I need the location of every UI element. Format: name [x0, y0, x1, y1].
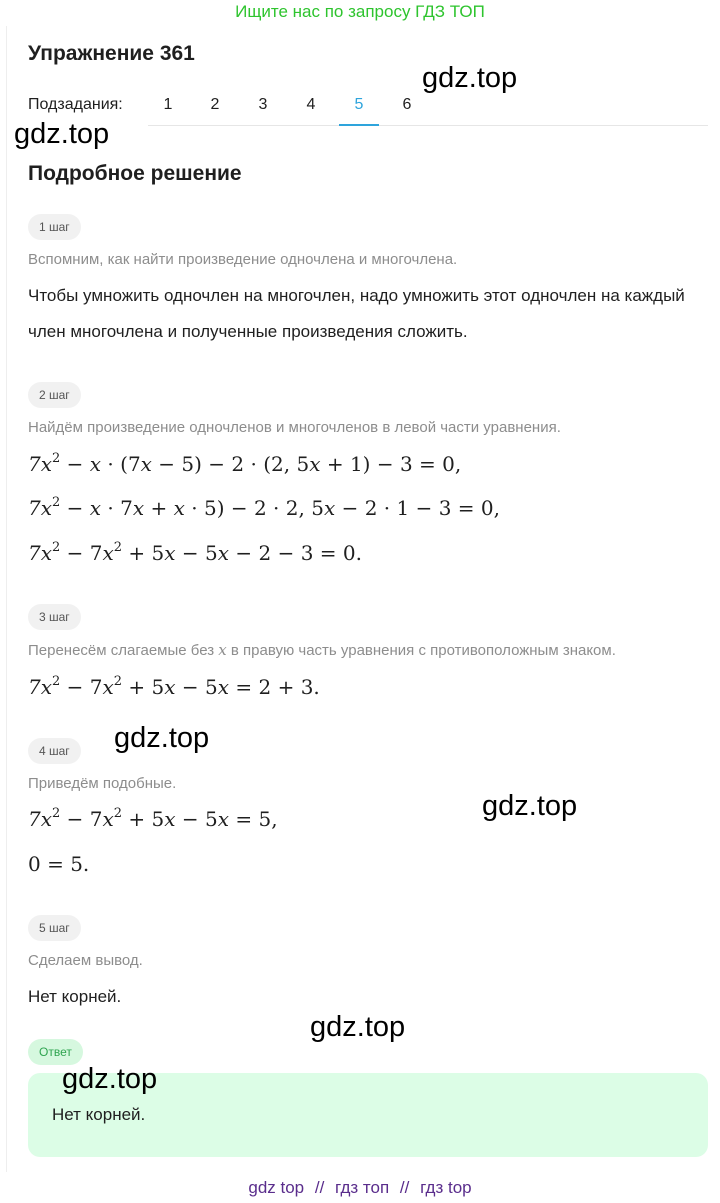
step-text-1: Чтобы умножить одночлен на многочлен, надо умножить этот одночлен на каждый член многочлена и полученные произведения сложить.	[28, 286, 685, 341]
watermark: gdz.top	[114, 722, 210, 754]
equation-line: $7x^2 - x \cdot (7x - 5) - 2 \cdot (2$, 5x + 1) − 3 = 0,	[28, 451, 462, 476]
subtask-tab-2[interactable]: 2	[210, 96, 220, 113]
step-hint-4: Приведём подобные.	[28, 775, 177, 792]
step-hint-3: Перенесём слагаемые без x в правую часть уравнения с противоположным знаком.	[28, 641, 616, 659]
step-badge-3: 3 шаг	[28, 604, 81, 630]
subtask-tab-1[interactable]: 1	[163, 96, 173, 113]
step-text-5: Нет корней.	[28, 987, 122, 1006]
equation-line: $7x^2 - 7x^2 + 5x - 5x - 2 - 3 = 0$.	[28, 540, 362, 565]
step-hint-1: Вспомним, как найти произведение одночлена и многочлена.	[28, 251, 458, 268]
subtasks-label: Подзадания:	[28, 96, 123, 113]
watermark: gdz.top	[62, 1063, 158, 1095]
footer-separator: //	[314, 1178, 325, 1197]
subtask-tab-6[interactable]: 6	[402, 96, 412, 113]
equation-line: 0 = 5.	[28, 852, 90, 876]
watermark: gdz.top	[422, 62, 518, 94]
subtask-tab-4[interactable]: 4	[306, 96, 316, 113]
watermark: gdz.top	[482, 790, 578, 822]
equation-line: $7x^2 - 7x^2 + 5x - 5x = 2 + 3$.	[28, 674, 320, 699]
equation-line: $7x^2 - 7x^2 + 5x - 5x = 5$,	[28, 806, 278, 831]
step-badge-4: 4 шаг	[28, 738, 81, 764]
exercise-title: Упражнение 361	[28, 42, 195, 65]
answer-badge: Ответ	[28, 1039, 83, 1065]
footer-link-gdz-top-mixed[interactable]: гдз top	[420, 1178, 472, 1197]
footer-link-gdz-top[interactable]: gdz top	[248, 1178, 305, 1197]
subtask-tab-3[interactable]: 3	[258, 96, 268, 113]
footer-links	[0, 1178, 720, 1198]
step-hint-2: Найдём произведение одночленов и многочленов в левой части уравнения.	[28, 419, 561, 436]
footer-separator: //	[399, 1178, 410, 1197]
step-hint-5: Сделаем вывод.	[28, 952, 143, 969]
footer-link-gdz-top-ru[interactable]: гдз топ	[335, 1178, 390, 1197]
step-badge-1: 1 шаг	[28, 214, 81, 240]
watermark: gdz.top	[310, 1011, 406, 1043]
step-badge-5: 5 шаг	[28, 915, 81, 941]
section-title: Подробное решение	[28, 162, 242, 185]
step-badge-2: 2 шаг	[28, 382, 81, 408]
top-banner[interactable]: Ищите нас по запросу ГДЗ ТОП	[235, 2, 485, 21]
subtask-tab-5[interactable]: 5	[339, 86, 379, 126]
watermark: gdz.top	[14, 118, 110, 150]
equation-line: $7x^2 - x \cdot 7x + x \cdot 5) - 2 \cdot 2$, 5x − 2 · 1 − 3 = 0,	[28, 495, 500, 520]
answer-text: Нет корней.	[52, 1105, 146, 1124]
